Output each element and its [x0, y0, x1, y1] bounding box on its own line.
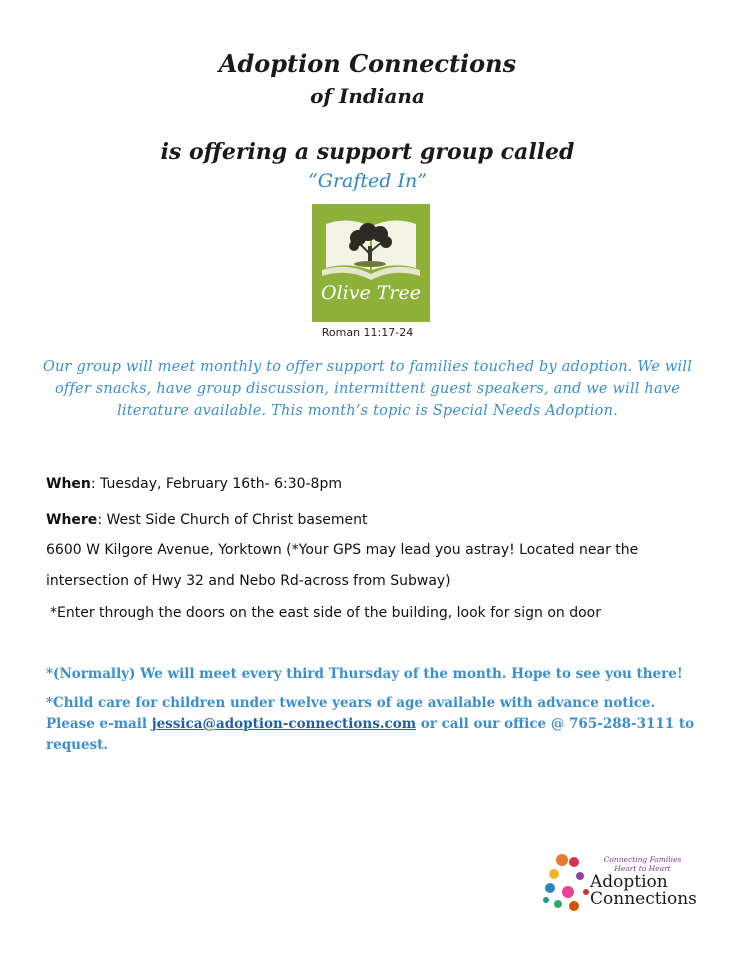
address-line-2: intersection of Hwy 32 and Nebo Rd-across from Subway)	[46, 573, 451, 589]
where-line	[46, 512, 368, 528]
offering-heading: is offering a support group called	[160, 139, 575, 165]
address-line-1: 6600 W Kilgore Avenue, Yorktown (*Your GPS may lead you astray! Located near the	[46, 542, 639, 558]
where-label: Where	[46, 512, 98, 528]
footer-brand-line2: Connections	[590, 889, 697, 909]
where-value: : West Side Church of Christ basement	[97, 512, 368, 528]
childcare-prefix: *Child care for children under twelve years of age available with advance notice. Please e-mail	[46, 695, 656, 732]
footer-brand-line1: Adoption	[590, 872, 668, 892]
entrance-note: *Enter through the doors on the east side of the building, look for sign on door	[50, 605, 601, 621]
childcare-suffix: or call our office @ 765-288-3111 to request.	[46, 716, 695, 753]
org-title: Adoption Connections	[218, 49, 517, 78]
group-description: Our group will meet monthly to offer support to families touched by adoption. We will offer snacks, have group discussion, intermittent guest speakers, and we will have literature available. This month’s topic is Special Needs Adoption.	[42, 359, 693, 419]
when-label: When	[46, 476, 91, 492]
when-line	[46, 476, 342, 492]
email-link[interactable]: jessica@adoption-connections.com	[151, 716, 417, 732]
meeting-schedule-note: *(Normally) We will meet every third Thursday of the month. Hope to see you there!	[46, 666, 683, 682]
bible-verse: Roman 11:17-24	[321, 326, 414, 339]
olive-tree-logo	[312, 204, 430, 322]
childcare-note	[46, 693, 696, 756]
footer-brand-name	[590, 874, 710, 908]
when-value: : Tuesday, February 16th- 6:30-8pm	[90, 476, 342, 492]
olive-tree-logo-name: Olive Tree	[321, 282, 421, 304]
group-name: “Grafted In”	[308, 170, 427, 192]
olive-tree-book-icon	[312, 204, 430, 322]
org-subtitle: of Indiana	[310, 84, 425, 108]
footer-tagline: Connecting Families Heart to Heart	[603, 855, 682, 873]
